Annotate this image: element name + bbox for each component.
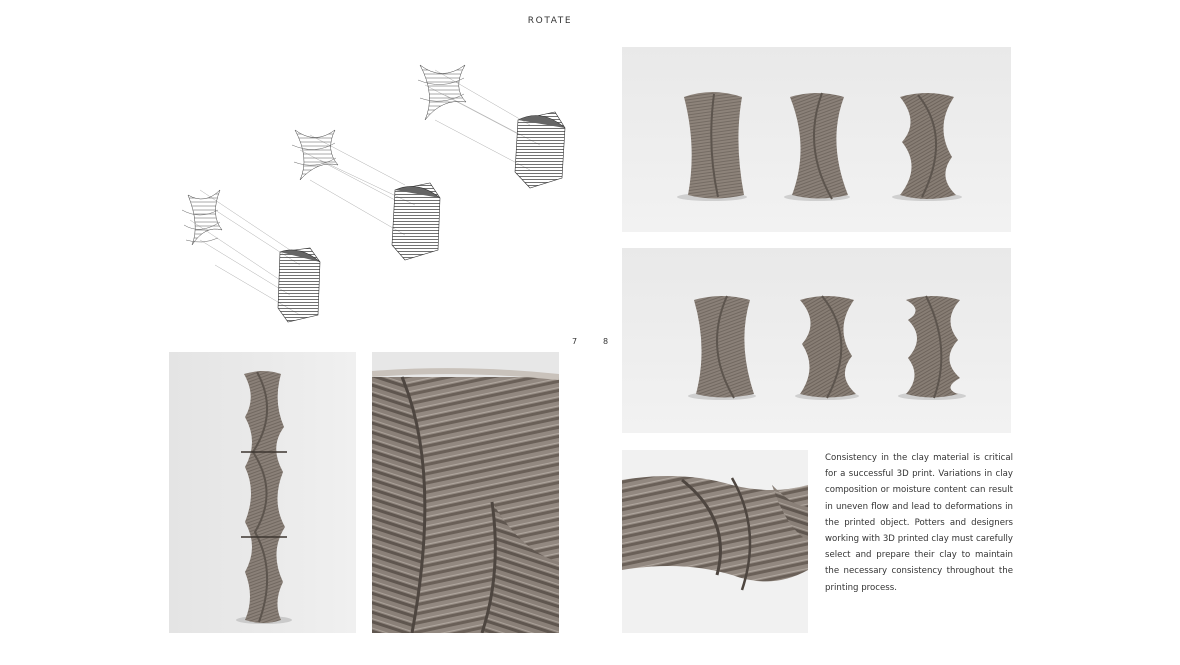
rotation-wireframe-diagram: [170, 40, 590, 340]
body-text-paragraph: Consistency in the clay material is critical for a successful 3D print. Variations in clay composition or moisture content can result in uneven flow and lead to deformations in the printed object. Potters and designers working with 3D printed clay must carefully select and prepare their clay to maintain the necessary consistency throughout the printing process.: [825, 453, 1013, 593]
section-label: ROTATE: [527, 16, 573, 26]
wireframe-group-2: [292, 130, 440, 260]
wireframe-group-3: [418, 65, 565, 188]
photo-closeup-ridges: [372, 352, 559, 633]
photo-closeup-twist: [622, 450, 808, 633]
page-number-left: 7: [572, 337, 578, 346]
wireframe-group-1: [182, 190, 320, 322]
photo-tall-stacked-vessel: [169, 352, 356, 633]
page-number-right: 8: [603, 337, 609, 346]
photo-three-vessels-top: [622, 47, 1011, 232]
photo-three-vessels-middle: [622, 248, 1011, 433]
